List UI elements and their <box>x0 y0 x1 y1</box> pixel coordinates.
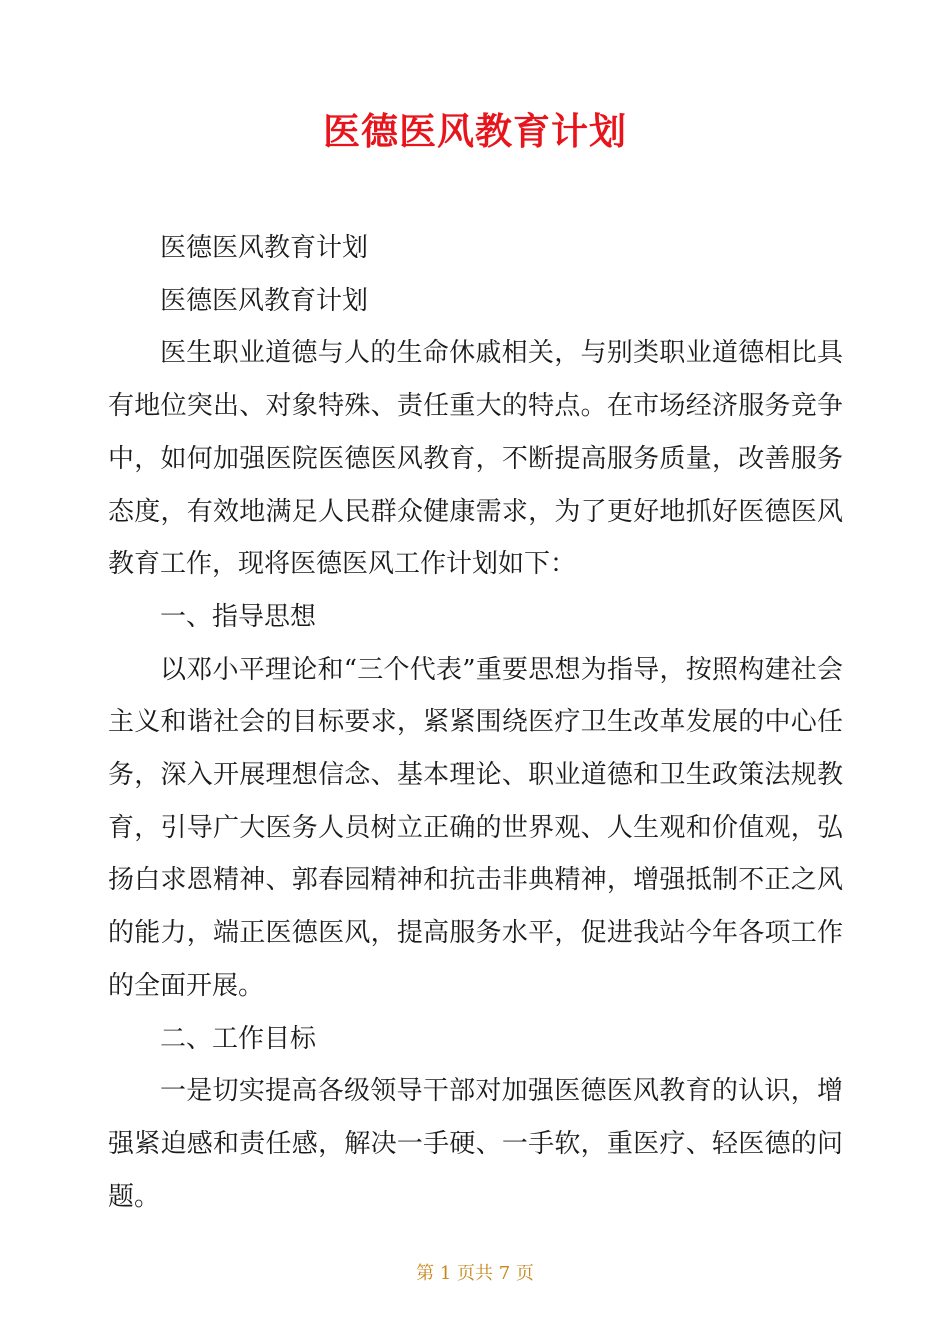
paragraph-intro: 医生职业道德与人的生命休戚相关，与别类职业道德相比具有地位突出、对象特殊、责任重大的特点。在市场经济服务竞争中，如何加强医院医德医风教育，不断提高服务质量，改善服务态度，有效地满足人民群众健康需求，为了更好地抓好医德医风教育工作，现将医德医风工作计划如下： <box>108 338 843 580</box>
page-footer: 第 1 页共 7 页 <box>416 1263 534 1284</box>
document-body <box>108 222 843 1223</box>
paragraph-subtitle-1: 医德医风教育计划 <box>160 233 369 263</box>
section-heading-guiding-ideology: 一、指导思想 <box>160 601 317 632</box>
paragraph-subtitle-2: 医德医风教育计划 <box>160 285 369 316</box>
section-heading-work-goals: 二、工作目标 <box>160 1023 317 1054</box>
document-title: 医德医风教育计划 <box>323 110 627 153</box>
paragraph-guiding-ideology: 以邓小平理论和“三个代表”重要思想为指导，按照构建社会主义和谐社会的目标要求，紧紧围绕医疗卫生改革发展的中心任务，深入开展理想信念、基本理论、职业道德和卫生政策法规教育，引导广大医务人员树立正确的世界观、人生观和价值观，弘扬白求恩精神、郭春园精神和抗击非典精神，增强抵制不正之风的能力，端正医德医风，提高服务水平，促进我站今年各项工作的全面开展。 <box>108 654 843 1001</box>
paragraph-work-goals: 一是切实提高各级领导干部对加强医德医风教育的认识，增强紧迫感和责任感，解决一手硬、一手软，重医疗、轻医德的问题。 <box>108 1076 843 1212</box>
